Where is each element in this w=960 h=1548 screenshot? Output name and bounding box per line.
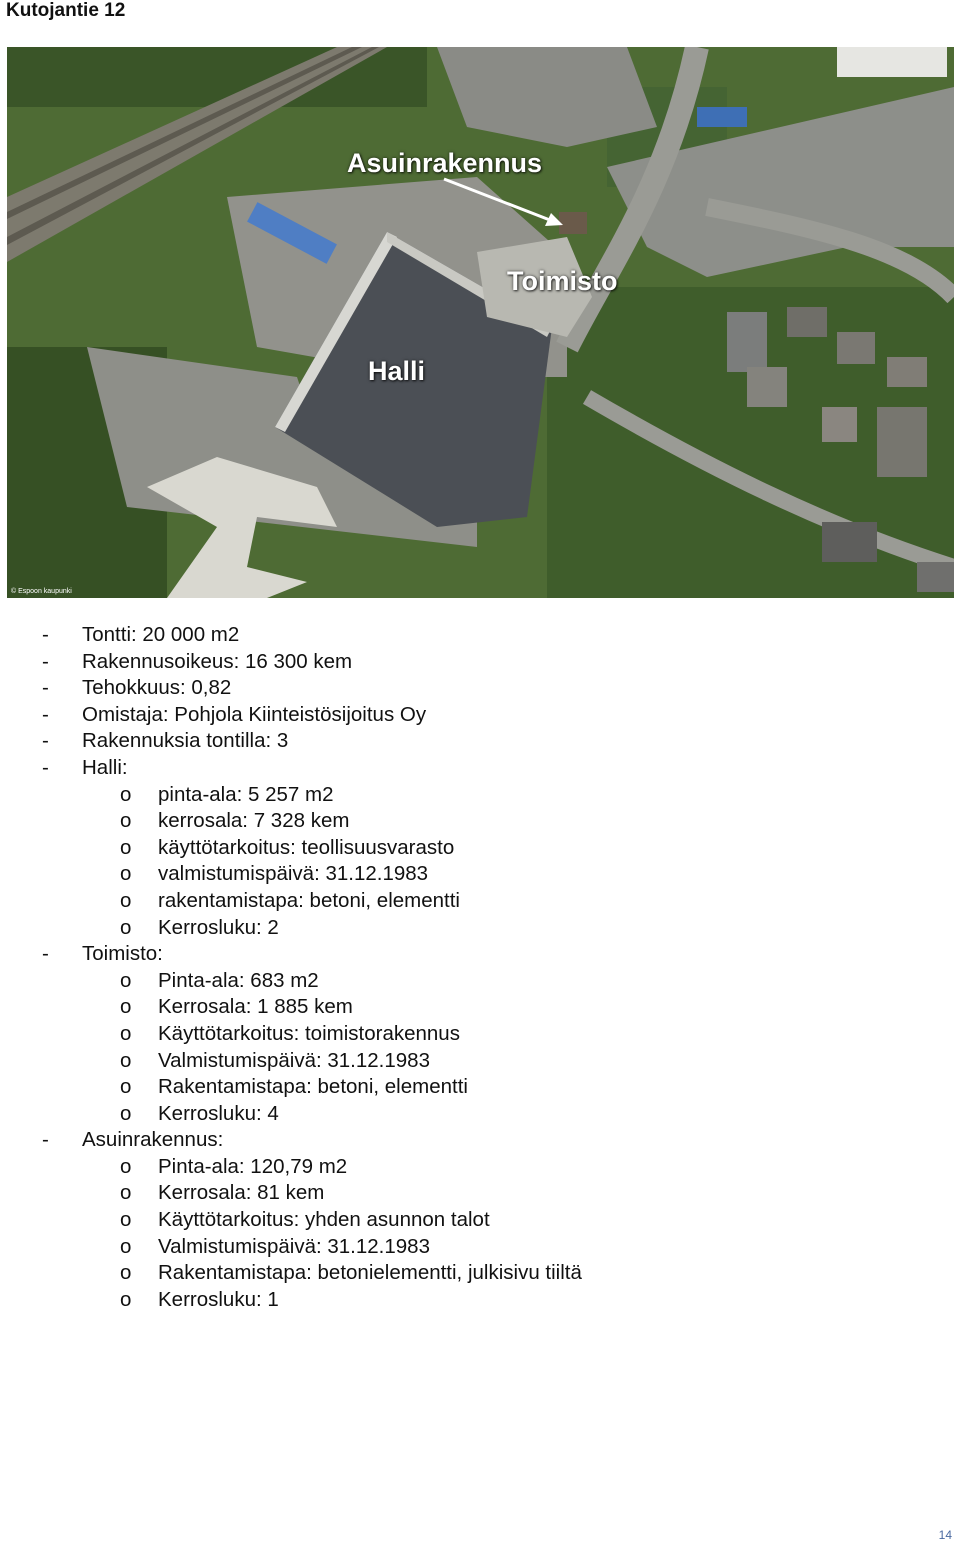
sub-item: o Käyttötarkoitus: yhden asunnon talot (120, 1208, 490, 1232)
sub-item: o pinta-ala: 5 257 m2 (120, 782, 334, 806)
page-title: Kutojantie 12 (6, 0, 126, 21)
sub-item: o Pinta-ala: 120,79 m2 (120, 1154, 348, 1178)
sub-item: o Pinta-ala: 683 m2 (120, 968, 319, 992)
sub-item: o Kerrosala: 1 885 kem (120, 995, 353, 1019)
sub-item: o Kerrosluku: 1 (120, 1287, 279, 1311)
list-item: - Rakennusoikeus: 16 300 kem (42, 649, 353, 673)
page-number: 14 (938, 1528, 952, 1542)
sub-item: o rakentamistapa: betoni, elementti (120, 888, 460, 912)
aerial-photo (7, 47, 954, 598)
sub-item: o Valmistumispäivä: 31.12.1983 (120, 1048, 430, 1072)
sub-item: o Kerrosluku: 2 (120, 915, 279, 939)
sub-item: o Rakentamistapa: betonielementti, julkisivu tiiltä (120, 1261, 582, 1285)
sub-item: o Rakentamistapa: betoni, elementti (120, 1075, 468, 1099)
sub-item: o kerrosala: 7 328 kem (120, 809, 350, 833)
sub-item: o Valmistumispäivä: 31.12.1983 (120, 1234, 430, 1258)
hall-label: Halli (368, 356, 426, 386)
list-item: - Rakennuksia tontilla: 3 (42, 729, 289, 753)
sub-item: o käyttötarkoitus: teollisuusvarasto (120, 835, 455, 859)
list-item: - Omistaja: Pohjola Kiinteistösijoitus Oy (42, 702, 427, 726)
section-heading-toimisto: - Toimisto: (42, 942, 163, 966)
list-item: - Tehokkuus: 0,82 (42, 676, 232, 700)
sub-item: o Kerrosala: 81 kem (120, 1181, 325, 1205)
list-item: - Tontti: 20 000 m2 (42, 623, 240, 646)
aerial-photo-image (7, 47, 954, 598)
sub-item: o Käyttötarkoitus: toimistorakennus (120, 1021, 460, 1045)
office-label: Toimisto (507, 266, 618, 296)
sub-item: o Kerrosluku: 4 (120, 1101, 279, 1125)
photo-credit: © Espoon kaupunki (11, 588, 72, 595)
sub-item: o valmistumispäivä: 31.12.1983 (120, 862, 429, 886)
section-heading-asuinrakennus: - Asuinrakennus: (42, 1128, 224, 1152)
property-facts (42, 622, 582, 1313)
section-heading-halli: - Halli: (42, 755, 128, 779)
residential-label: Asuinrakennus (347, 148, 543, 178)
